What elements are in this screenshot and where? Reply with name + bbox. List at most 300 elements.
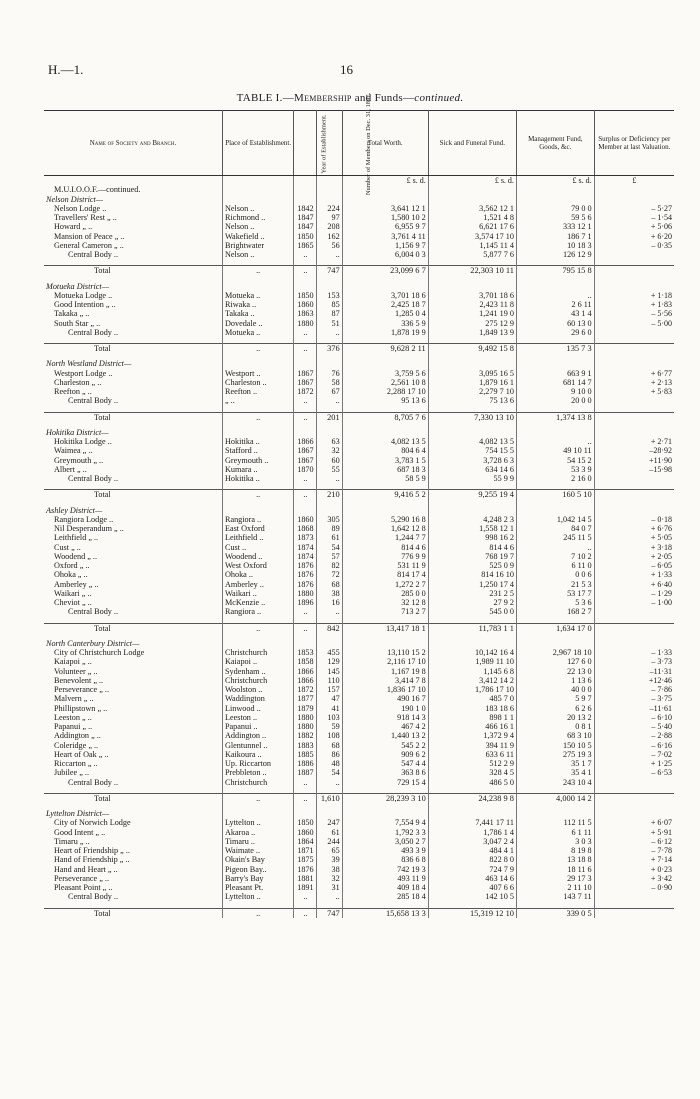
members: 455 — [317, 648, 342, 657]
empty-cell — [428, 639, 516, 648]
lodge-row — [44, 846, 674, 855]
place: Cust .. — [222, 543, 293, 552]
surplus: – 5·56 — [651, 309, 672, 319]
management-fund: 1,042 14 5 — [516, 515, 594, 524]
sick-fund-sum: 15,319 12 10 — [428, 908, 516, 918]
sick-fund: 1,786 17 10 — [428, 685, 516, 694]
total-worth: 1,878 19 9 — [342, 328, 428, 337]
lodge-row — [44, 309, 674, 318]
sick-fund: 754 15 5 — [428, 446, 516, 455]
year: 1853 — [294, 648, 317, 657]
total-year: .. — [294, 793, 317, 803]
empty-cell — [594, 908, 674, 918]
year: 1873 — [294, 533, 317, 542]
total-worth: 2,425 18 7 — [342, 300, 428, 309]
surplus — [594, 328, 674, 337]
year: 1875 — [294, 855, 317, 864]
management-sum: 339 0 5 — [516, 908, 594, 918]
year: 1874 — [294, 543, 317, 552]
management-fund: 150 10 5 — [516, 741, 594, 750]
empty-cell — [342, 282, 428, 291]
management-fund: 1 13 6 — [516, 676, 594, 685]
empty-cell — [516, 185, 594, 194]
lodge-name: Motueka Lodge .. — [44, 291, 222, 300]
members: .. — [317, 892, 342, 901]
management-fund: 35 1 7 — [516, 759, 594, 768]
lodge-name: Waikari „ .. — [44, 589, 222, 598]
lodge-row — [44, 759, 674, 768]
sick-fund: 998 16 2 — [428, 533, 516, 542]
surplus: – 0·18 — [651, 514, 672, 524]
lodge-row — [44, 232, 674, 241]
units-cell — [294, 176, 317, 186]
surplus — [594, 250, 674, 259]
year: 1863 — [294, 309, 317, 318]
col-year-header: Year of Establishment. — [294, 111, 317, 176]
surplus: + 1·18 — [650, 290, 672, 300]
society-name: M.U.I.O.O.F.—continued. — [44, 185, 222, 194]
col-place-header: Place of Establishment. — [222, 111, 293, 176]
year: 1891 — [294, 883, 317, 892]
units-sick-fund: £ s. d. — [428, 176, 516, 186]
year: 1876 — [294, 865, 317, 874]
members: 54 — [317, 768, 342, 777]
lodge-name: Leithfield „ .. — [44, 533, 222, 542]
surplus: – 6·12 — [651, 836, 672, 846]
lodge-name: Albert „ .. — [44, 465, 222, 474]
lodge-name: Hokitika Lodge .. — [44, 437, 222, 446]
place: Okain's Bay — [222, 855, 293, 864]
lodge-row — [44, 648, 674, 657]
place: Ohoka .. — [222, 570, 293, 579]
district-name: North Westland District— — [44, 359, 222, 368]
district-row — [44, 195, 674, 204]
total-worth: 687 18 3 — [342, 465, 428, 474]
year: 1860 — [294, 828, 317, 837]
place: Riwaka .. — [222, 300, 293, 309]
sick-fund: 3,574 17 10 — [428, 232, 516, 241]
management-fund: 245 11 5 — [516, 533, 594, 542]
total-place: .. — [222, 412, 293, 422]
lodge-row — [44, 378, 674, 387]
sick-fund: 1,145 11 4 — [428, 241, 516, 250]
members: 55 — [317, 465, 342, 474]
total-label: Total — [44, 266, 222, 276]
empty-cell — [342, 428, 428, 437]
management-fund: 29 6 0 — [516, 328, 594, 337]
surplus: + 5·83 — [650, 387, 672, 396]
total-label: Total — [44, 908, 222, 918]
empty-cell — [594, 809, 674, 818]
total-row — [44, 793, 674, 803]
empty-cell — [317, 195, 342, 204]
lodge-name: Hand and Heart „ .. — [44, 865, 222, 874]
sick-fund: 3,728 6 3 — [428, 456, 516, 465]
lodge-row — [44, 657, 674, 666]
members: 68 — [317, 580, 342, 589]
members: 59 — [317, 722, 342, 731]
empty-cell — [222, 809, 293, 818]
sick-fund: 55 9 9 — [428, 474, 516, 483]
total-place: .. — [222, 793, 293, 803]
year: 1896 — [294, 598, 317, 607]
place: McKenzie .. — [222, 598, 293, 607]
management-fund: 6 2 6 — [516, 704, 594, 713]
lodge-row — [44, 204, 674, 213]
place: Lyttelton .. — [222, 818, 293, 827]
management-fund: 143 7 11 — [516, 892, 594, 901]
sick-fund: 486 5 0 — [428, 778, 516, 787]
surplus: – 6·16 — [651, 740, 672, 750]
lodge-name: South Star „ .. — [44, 319, 222, 328]
lodge-name: Benevolent „ .. — [44, 676, 222, 685]
empty-cell — [294, 195, 317, 204]
sick-fund: 1,145 6 8 — [428, 667, 516, 676]
members: 48 — [317, 759, 342, 768]
surplus: + 7·14 — [650, 855, 672, 865]
lodge-name: Nil Desperandum „ .. — [44, 524, 222, 533]
total-place: .. — [222, 490, 293, 500]
empty-cell — [342, 359, 428, 368]
lodge-name: Central Body .. — [44, 474, 222, 483]
place: Waimate .. — [222, 846, 293, 855]
empty-cell — [594, 195, 674, 204]
management-fund: 43 1 4 — [516, 309, 594, 318]
place: Timaru .. — [222, 837, 293, 846]
total-place: .. — [222, 908, 293, 918]
empty-cell — [594, 428, 674, 437]
management-fund: 126 12 9 — [516, 250, 594, 259]
total-year: .. — [294, 266, 317, 276]
year: 1865 — [294, 241, 317, 250]
empty-cell — [222, 195, 293, 204]
place: Christchurch — [222, 778, 293, 787]
surplus: + 5·06 — [650, 222, 672, 232]
district-name: Hokitika District— — [44, 428, 222, 437]
lodge-row — [44, 676, 674, 685]
total-worth: 814 17 4 — [342, 570, 428, 579]
empty-cell — [317, 428, 342, 437]
lodge-name: Pleasant Point „ .. — [44, 883, 222, 892]
district-name: Nelson District— — [44, 195, 222, 204]
sick-fund: 898 1 1 — [428, 713, 516, 722]
sick-fund: 3,562 12 1 — [428, 204, 516, 213]
surplus: – 3·75 — [651, 694, 672, 704]
surplus: – 7·86 — [651, 685, 672, 694]
management-fund: 243 10 4 — [516, 778, 594, 787]
management-fund: 49 10 11 — [516, 446, 594, 455]
year: 1847 — [294, 213, 317, 222]
sick-fund: 275 12 9 — [428, 319, 516, 328]
lodge-name: Travellers' Rest „ .. — [44, 213, 222, 222]
total-worth: 814 4 6 — [342, 543, 428, 552]
sick-fund: 545 0 0 — [428, 607, 516, 616]
surplus: + 1·25 — [650, 759, 672, 768]
year: 1850 — [294, 232, 317, 241]
management-sum: 1,634 17 0 — [516, 623, 594, 633]
year: 1880 — [294, 722, 317, 731]
place: Linwood .. — [222, 704, 293, 713]
place: Up. Riccarton — [222, 759, 293, 768]
sick-fund: 768 19 7 — [428, 552, 516, 561]
total-row — [44, 490, 674, 500]
members: 54 — [317, 543, 342, 552]
management-fund: 681 14 7 — [516, 378, 594, 387]
lodge-row — [44, 524, 674, 533]
title-cont: continued. — [414, 92, 464, 104]
lodge-name: Perseverance „ .. — [44, 874, 222, 883]
year: 1850 — [294, 291, 317, 300]
lodge-row — [44, 250, 674, 259]
total-worth: 1,272 2 7 — [342, 580, 428, 589]
lodge-name: Cheviot „ .. — [44, 598, 222, 607]
members: 89 — [317, 524, 342, 533]
total-members: 747 — [317, 908, 342, 918]
members: 108 — [317, 731, 342, 740]
year: 1860 — [294, 300, 317, 309]
total-worth: 3,759 5 6 — [342, 369, 428, 378]
surplus: – 2·88 — [651, 731, 672, 741]
members: 247 — [317, 818, 342, 827]
place: „ .. — [222, 396, 293, 405]
total-worth-sum: 9,628 2 11 — [342, 344, 428, 354]
page-code: H.—1. — [48, 62, 84, 77]
year: .. — [294, 778, 317, 787]
surplus: – 1·29 — [651, 588, 672, 598]
place: Greymouth .. — [222, 456, 293, 465]
place: Waddington — [222, 694, 293, 703]
management-fund: 2,967 18 10 — [516, 648, 594, 657]
total-worth: 490 16 7 — [342, 694, 428, 703]
members: 61 — [317, 828, 342, 837]
lodge-row — [44, 580, 674, 589]
total-worth: 713 2 7 — [342, 607, 428, 616]
place: Nelson .. — [222, 204, 293, 213]
surplus — [594, 607, 674, 616]
units-cell — [317, 176, 342, 186]
empty-cell — [516, 428, 594, 437]
total-members: 210 — [317, 490, 342, 500]
sick-fund: 1,849 13 9 — [428, 328, 516, 337]
lodge-row — [44, 855, 674, 864]
total-worth: 1,156 9 7 — [342, 241, 428, 250]
total-worth: 2,561 10 8 — [342, 378, 428, 387]
total-worth: 776 9 9 — [342, 552, 428, 561]
col-sick-fund-header: Sick and Funeral Fund. — [428, 111, 516, 176]
management-fund: .. — [516, 543, 594, 552]
sick-fund: 3,095 16 5 — [428, 369, 516, 378]
members: 16 — [317, 598, 342, 607]
empty-cell — [294, 185, 317, 194]
place: Rangiora .. — [222, 515, 293, 524]
lodge-name: Central Body .. — [44, 778, 222, 787]
members: 38 — [317, 589, 342, 598]
surplus: + 2·05 — [650, 551, 672, 561]
lodge-row — [44, 892, 674, 901]
total-worth-sum: 23,099 6 7 — [342, 266, 428, 276]
lodge-row — [44, 465, 674, 474]
empty-cell — [594, 412, 674, 422]
surplus: + 5·91 — [650, 827, 672, 837]
management-fund: 112 11 5 — [516, 818, 594, 827]
col-management-header: Management Fund, Goods, &c. — [516, 111, 594, 176]
members: .. — [317, 328, 342, 337]
lodge-name: Heart of Friendship „ .. — [44, 846, 222, 855]
empty-cell — [594, 793, 674, 803]
lodge-row — [44, 750, 674, 759]
lodge-name: Nelson Lodge .. — [44, 204, 222, 213]
lodge-name: Mansion of Peace „ .. — [44, 232, 222, 241]
lodge-name: Kaiapoi „ .. — [44, 657, 222, 666]
place: Stafford .. — [222, 446, 293, 455]
sick-fund-sum: 11,783 1 1 — [428, 623, 516, 633]
lodge-row — [44, 607, 674, 616]
sick-fund: 6,621 17 6 — [428, 222, 516, 231]
empty-cell — [594, 490, 674, 500]
place: Wakefield .. — [222, 232, 293, 241]
place: Woodend .. — [222, 552, 293, 561]
total-row — [44, 344, 674, 354]
place: Leithfield .. — [222, 533, 293, 542]
members: 68 — [317, 741, 342, 750]
surplus: + 3·18 — [650, 542, 672, 552]
sick-fund: 231 2 5 — [428, 589, 516, 598]
lodge-name: City of Norwich Lodge — [44, 818, 222, 827]
management-fund: 168 2 7 — [516, 607, 594, 616]
total-worth: 742 19 3 — [342, 865, 428, 874]
lodge-row — [44, 667, 674, 676]
total-year: .. — [294, 490, 317, 500]
total-year: .. — [294, 623, 317, 633]
units-total-worth: £ s. d. — [342, 176, 428, 186]
year: 1885 — [294, 750, 317, 759]
place: Kaikoura .. — [222, 750, 293, 759]
empty-cell — [516, 639, 594, 648]
place: Rangiora .. — [222, 607, 293, 616]
year: 1858 — [294, 657, 317, 666]
total-label: Total — [44, 344, 222, 354]
sick-fund-sum: 9,255 19 4 — [428, 490, 516, 500]
members: 39 — [317, 855, 342, 864]
total-worth: 6,004 0 3 — [342, 250, 428, 259]
units-surplus: £ — [632, 176, 637, 185]
sick-fund: 724 7 9 — [428, 865, 516, 874]
year: 1866 — [294, 667, 317, 676]
sick-fund: 75 13 6 — [428, 396, 516, 405]
lodge-row — [44, 694, 674, 703]
table-body — [44, 176, 674, 918]
year: 1867 — [294, 446, 317, 455]
sick-fund: 4,082 13 5 — [428, 437, 516, 446]
total-place: .. — [222, 344, 293, 354]
sick-fund: 814 4 6 — [428, 543, 516, 552]
members: 60 — [317, 456, 342, 465]
year: 1864 — [294, 837, 317, 846]
empty-cell — [594, 185, 674, 194]
surplus: – 5·40 — [651, 722, 672, 731]
surplus: – 5·00 — [651, 318, 672, 328]
empty-cell — [222, 428, 293, 437]
lodge-row — [44, 818, 674, 827]
lodge-row — [44, 713, 674, 722]
lodge-name: Waimea „ .. — [44, 446, 222, 455]
total-worth: 13,110 15 2 — [342, 648, 428, 657]
surplus — [594, 892, 674, 901]
empty-cell — [594, 282, 674, 291]
management-fund: 275 19 3 — [516, 750, 594, 759]
total-worth: 1,580 10 2 — [342, 213, 428, 222]
total-worth: 1,642 12 8 — [342, 524, 428, 533]
lodge-name: Ohoka „ .. — [44, 570, 222, 579]
surplus: – 1·00 — [651, 598, 672, 607]
lodge-name: Central Body .. — [44, 607, 222, 616]
district-name: Lyttelton District— — [44, 809, 222, 818]
members: 56 — [317, 241, 342, 250]
lodge-row — [44, 328, 674, 337]
year: 1870 — [294, 465, 317, 474]
total-worth: 336 5 9 — [342, 319, 428, 328]
empty-cell — [516, 195, 594, 204]
management-fund: 21 5 3 — [516, 580, 594, 589]
sick-fund: 394 11 9 — [428, 741, 516, 750]
lodge-row — [44, 474, 674, 483]
district-row — [44, 428, 674, 437]
district-name: Ashley District— — [44, 506, 222, 515]
members: .. — [317, 778, 342, 787]
sick-fund: 1,241 19 0 — [428, 309, 516, 318]
lodge-row — [44, 387, 674, 396]
members: 82 — [317, 561, 342, 570]
sick-fund-sum: 9,492 15 8 — [428, 344, 516, 354]
empty-cell — [317, 506, 342, 515]
lodge-name: Good Intention „ .. — [44, 300, 222, 309]
sick-fund: 183 18 6 — [428, 704, 516, 713]
total-members: 1,610 — [317, 793, 342, 803]
empty-cell — [342, 195, 428, 204]
total-worth: 804 6 4 — [342, 446, 428, 455]
management-fund: 18 11 6 — [516, 865, 594, 874]
management-fund: 8 19 8 — [516, 846, 594, 855]
lodge-name: Central Body .. — [44, 250, 222, 259]
surplus: – 0·35 — [651, 240, 672, 250]
sick-fund: 485 7 0 — [428, 694, 516, 703]
total-worth: 7,554 9 4 — [342, 818, 428, 827]
members: 153 — [317, 291, 342, 300]
management-fund: 663 9 1 — [516, 369, 594, 378]
place: Woolston .. — [222, 685, 293, 694]
surplus: + 6·77 — [650, 368, 672, 378]
lodge-row — [44, 685, 674, 694]
management-fund: 6 1 11 — [516, 828, 594, 837]
total-label: Total — [44, 623, 222, 633]
lodge-name: City of Christchurch Lodge — [44, 648, 222, 657]
sick-fund: 3,047 2 4 — [428, 837, 516, 846]
members: 65 — [317, 846, 342, 855]
total-worth: 3,414 7 8 — [342, 676, 428, 685]
total-worth: 4,082 13 5 — [342, 437, 428, 446]
total-worth: 2,288 17 10 — [342, 387, 428, 396]
year: .. — [294, 250, 317, 259]
lodge-row — [44, 768, 674, 777]
lodge-name: Perseverance „ .. — [44, 685, 222, 694]
management-fund: 29 17 3 — [516, 874, 594, 883]
sick-fund: 1,989 11 10 — [428, 657, 516, 666]
lodge-row — [44, 300, 674, 309]
lodge-name: Volunteer „ .. — [44, 667, 222, 676]
surplus: – 7·02 — [651, 749, 672, 759]
year: 1880 — [294, 713, 317, 722]
total-worth: 95 13 6 — [342, 396, 428, 405]
